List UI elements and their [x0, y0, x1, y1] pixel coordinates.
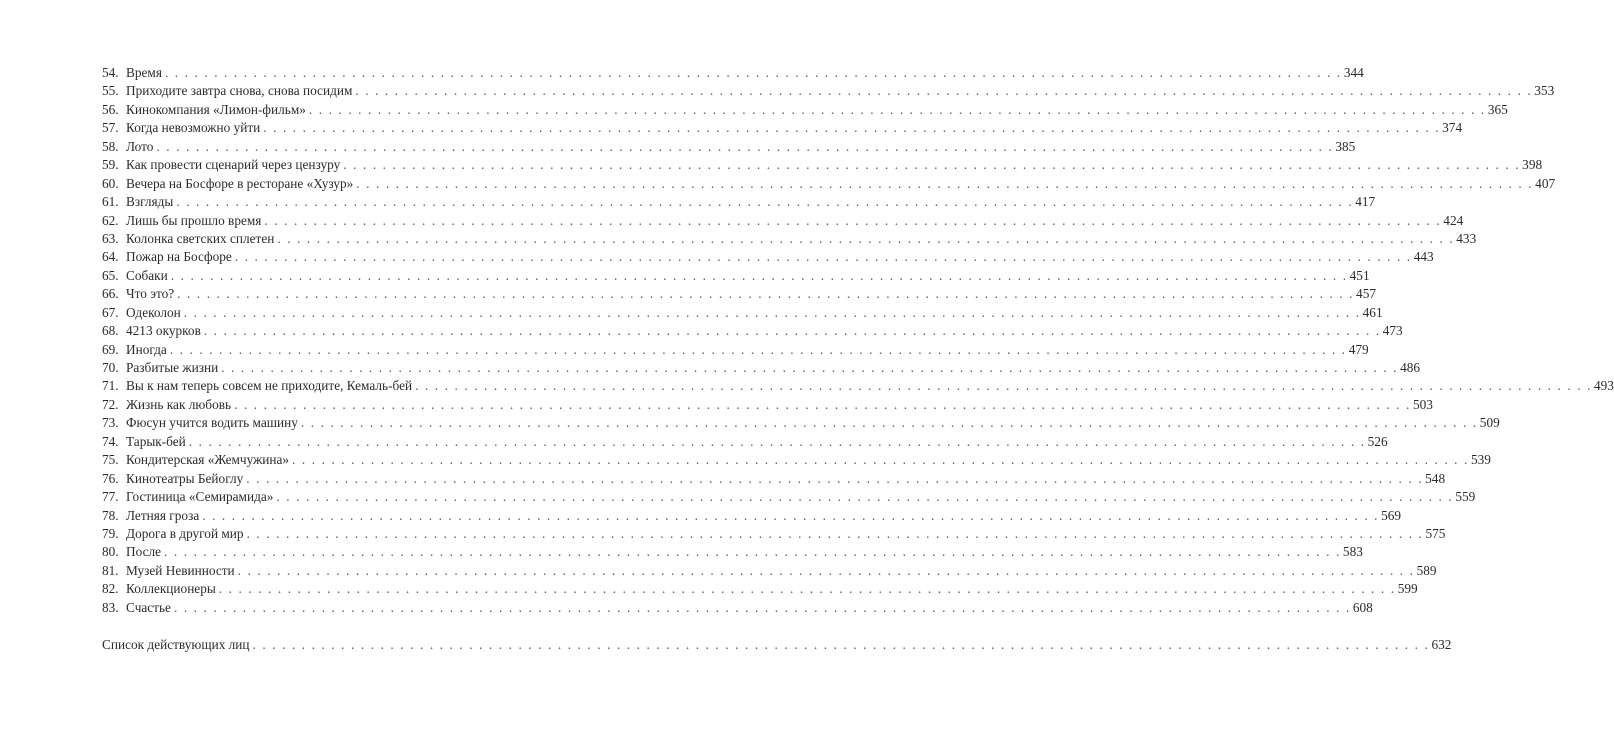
dot-leader: . . . . . . . . . . . . . . . . . . . . . . . . . . . . . . . . . . . . . . . . . . . . . . . . . . . . . . . . . . . . . . . . . . . . . . . . . . . . . . . . . . . . . . . . . . . . . . . . . . . . . . . . . . . . . . . . . . . . . . . .	[308, 101, 1486, 117]
toc-entry[interactable]	[102, 156, 1543, 174]
toc-entry[interactable]	[102, 470, 1446, 488]
toc-entry-page: 526	[1367, 433, 1388, 449]
toc-entry[interactable]	[102, 285, 1376, 303]
toc-entry-number: 68.	[102, 323, 119, 339]
toc-entry[interactable]	[102, 543, 1363, 561]
dot-leader: . . . . . . . . . . . . . . . . . . . . . . . . . . . . . . . . . . . . . . . . . . . . . . . . . . . . . . . . . . . . . . . . . . . . . . . . . . . . . . . . . . . . . . . . . . . . . . . . . . . . . . . . . . . . . . . . . . . . . . . .	[264, 212, 1442, 228]
dot-leader: . . . . . . . . . . . . . . . . . . . . . . . . . . . . . . . . . . . . . . . . . . . . . . . . . . . . . . . . . . . . . . . . . . . . . . . . . . . . . . . . . . . . . . . . . . . . . . . . . . . . . . . . . . . . . . . . . . . . . . . .	[156, 138, 1334, 154]
toc-entry-page: 632	[1431, 637, 1452, 653]
toc-entry-number: 56.	[102, 101, 119, 117]
toc-entry-title: Вы к нам теперь совсем не приходите, Кемаль-бей	[126, 378, 413, 394]
toc-entry-title: Фюсун учится водить машину	[126, 415, 298, 431]
toc-entry-number: 66.	[102, 286, 119, 302]
toc-entry-title: Одеколон	[126, 304, 181, 320]
toc-entry-title: Как провести сценарий через цензуру	[126, 157, 341, 173]
dot-leader: . . . . . . . . . . . . . . . . . . . . . . . . . . . . . . . . . . . . . . . . . . . . . . . . . . . . . . . . . . . . . . . . . . . . . . . . . . . . . . . . . . . . . . . . . . . . . . . . . . . . . . . . . . . . . . . . . . . . . . . .	[188, 433, 1366, 449]
toc-entry-title: Приходите завтра снова, снова посидим	[126, 83, 353, 99]
toc-entry-title: Лото	[126, 138, 154, 154]
toc-entry[interactable]	[102, 304, 1383, 322]
dot-leader: . . . . . . . . . . . . . . . . . . . . . . . . . . . . . . . . . . . . . . . . . . . . . . . . . . . . . . . . . . . . . . . . . . . . . . . . . . . . . . . . . . . . . . . . . . . . . . . . . . . . . . . . . . . . . . . . . . . . . . . .	[183, 304, 1361, 320]
toc-entry-title: Гостиница «Семирамида»	[126, 489, 274, 505]
toc-entry-number: 76.	[102, 470, 119, 486]
toc-entry-page: 559	[1455, 489, 1476, 505]
toc-entry-number: 55.	[102, 83, 119, 99]
toc-entry-title: Музей Невинности	[126, 562, 235, 578]
dot-leader: . . . . . . . . . . . . . . . . . . . . . . . . . . . . . . . . . . . . . . . . . . . . . . . . . . . . . . . . . . . . . . . . . . . . . . . . . . . . . . . . . . . . . . . . . . . . . . . . . . . . . . . . . . . . . . . . . . . . . . . .	[173, 599, 1351, 615]
dot-leader: . . . . . . . . . . . . . . . . . . . . . . . . . . . . . . . . . . . . . . . . . . . . . . . . . . . . . . . . . . . . . . . . . . . . . . . . . . . . . . . . . . . . . . . . . . . . . . . . . . . . . . . . . . . . . . . . . . . . . . . .	[277, 230, 1455, 246]
toc-entry-title: Летняя гроза	[126, 507, 200, 523]
toc-entry-page: 461	[1362, 304, 1383, 320]
table-of-contents	[102, 64, 1614, 655]
dot-leader: . . . . . . . . . . . . . . . . . . . . . . . . . . . . . . . . . . . . . . . . . . . . . . . . . . . . . . . . . . . . . . . . . . . . . . . . . . . . . . . . . . . . . . . . . . . . . . . . . . . . . . . . . . . . . . . . . . . . . . . .	[218, 581, 1396, 597]
dot-leader: . . . . . . . . . . . . . . . . . . . . . . . . . . . . . . . . . . . . . . . . . . . . . . . . . . . . . . . . . . . . . . . . . . . . . . . . . . . . . . . . . . . . . . . . . . . . . . . . . . . . . . . . . . . . . . . . . . . . . . . .	[164, 544, 1341, 560]
toc-entry[interactable]	[102, 433, 1388, 451]
toc-entry[interactable]	[102, 101, 1508, 119]
toc-entry-title: Кинотеатры Бейоглу	[126, 470, 244, 486]
toc-entry-number: 83.	[102, 599, 119, 615]
toc-entry[interactable]	[102, 82, 1555, 100]
toc-entry-title: Жизнь как любовь	[126, 396, 232, 412]
toc-entry-title: Что это?	[126, 286, 175, 302]
toc-entry-page: 385	[1335, 138, 1356, 154]
toc-entry-page: 575	[1425, 525, 1446, 541]
toc-entry[interactable]	[102, 193, 1376, 211]
toc-entry-number: 79.	[102, 525, 119, 541]
dot-leader: . . . . . . . . . . . . . . . . . . . . . . . . . . . . . . . . . . . . . . . . . . . . . . . . . . . . . . . . . . . . . . . . . . . . . . . . . . . . . . . . . . . . . . . . . . . . . . . . . . . . . . . . . . . . . . . . . . . . . . . .	[292, 452, 1469, 468]
toc-entry-page: 417	[1355, 194, 1376, 210]
toc-entry-page: 599	[1397, 581, 1418, 597]
toc-entry-number: 63.	[102, 230, 119, 246]
toc-entry-page: 493	[1594, 378, 1614, 394]
toc-entry-title: Коллекционеры	[126, 581, 216, 597]
toc-entry-number: 74.	[102, 433, 119, 449]
toc-entry[interactable]	[102, 119, 1463, 137]
toc-entry-number: 71.	[102, 378, 119, 394]
toc-entry-page: 486	[1400, 360, 1421, 375]
toc-entry-page: 589	[1416, 562, 1437, 578]
toc-entry[interactable]	[102, 175, 1556, 193]
dot-leader: . . . . . . . . . . . . . . . . . . . . . . . . . . . . . . . . . . . . . . . . . . . . . . . . . . . . . . . . . . . . . . . . . . . . . . . . . . . . . . . . . . . . . . . . . . . . . . . . . . . . . . . . . . . . . . . . . . . . . . . .	[170, 267, 1348, 283]
toc-entry[interactable]	[102, 599, 1373, 617]
toc-entry-title: Время	[126, 65, 162, 80]
toc-entry-page: 503	[1412, 396, 1433, 412]
toc-entry-number: 59.	[102, 157, 119, 173]
toc-entry-title: Кондитерская «Жемчужина»	[126, 452, 290, 468]
dot-leader: . . . . . . . . . . . . . . . . . . . . . . . . . . . . . . . . . . . . . . . . . . . . . . . . . . . . . . . . . . . . . . . . . . . . . . . . . . . . . . . . . . . . . . . . . . . . . . . . . . . . . . . . . . . . . . . . . . . . . . . .	[246, 525, 1424, 541]
dot-leader: . . . . . . . . . . . . . . . . . . . . . . . . . . . . . . . . . . . . . . . . . . . . . . . . . . . . . . . . . . . . . . . . . . . . . . . . . . . . . . . . . . . . . . . . . . . . . . . . . . . . . . . . . . . . . . . . . . . . . . . .	[263, 120, 1441, 136]
dot-leader: . . . . . . . . . . . . . . . . . . . . . . . . . . . . . . . . . . . . . . . . . . . . . . . . . . . . . . . . . . . . . . . . . . . . . . . . . . . . . . . . . . . . . . . . . . . . . . . . . . . . . . . . . . . . . . . . . . . . . . . .	[246, 470, 1424, 486]
toc-entry-title: Лишь бы прошло время	[126, 212, 262, 228]
toc-entry-number: 81.	[102, 562, 119, 578]
dot-leader: . . . . . . . . . . . . . . . . . . . . . . . . . . . . . . . . . . . . . . . . . . . . . . . . . . . . . . . . . . . . . . . . . . . . . . . . . . . . . . . . . . . . . . . . . . . . . . . . . . . . . . . . . . . . . . . . . . . . . . . .	[356, 175, 1534, 191]
toc-entry-page: 407	[1535, 175, 1556, 191]
toc-entry-page: 457	[1356, 286, 1376, 302]
toc-entry-title: Тарык-бей	[126, 433, 186, 449]
toc-entry-title: Вечера на Босфоре в ресторане «Хузур»	[126, 175, 354, 191]
toc-entry-page: 443	[1413, 249, 1434, 265]
toc-entry[interactable]	[102, 322, 1403, 340]
toc-entry-number: 78.	[102, 507, 119, 523]
dot-leader: . . . . . . . . . . . . . . . . . . . . . . . . . . . . . . . . . . . . . . . . . . . . . . . . . . . . . . . . . . . . . . . . . . . . . . . . . . . . . . . . . . . . . . . . . . . . . . . . . . . . . . . . . . . . . . . . . . . . . . . .	[234, 396, 1411, 412]
toc-entry-title: Разбитые жизни	[126, 360, 219, 375]
dot-leader: . . . . . . . . . . . . . . . . . . . . . . . . . . . . . . . . . . . . . . . . . . . . . . . . . . . . . . . . . . . . . . . . . . . . . . . . . . . . . . . . . . . . . . . . . . . . . . . . . . . . . . . . . . . . . . . . . . . . . . . .	[164, 65, 1342, 80]
toc-entry-number: 75.	[102, 452, 119, 468]
toc-entry-number: 67.	[102, 304, 119, 320]
dot-leader: . . . . . . . . . . . . . . . . . . . . . . . . . . . . . . . . . . . . . . . . . . . . . . . . . . . . . . . . . . . . . . . . . . . . . . . . . . . . . . . . . . . . . . . . . . . . . . . . . . . . . . . . . . . . . . . . . . . . . . . .	[415, 378, 1592, 394]
toc-entry[interactable]	[102, 580, 1418, 598]
dot-leader: . . . . . . . . . . . . . . . . . . . . . . . . . . . . . . . . . . . . . . . . . . . . . . . . . . . . . . . . . . . . . . . . . . . . . . . . . . . . . . . . . . . . . . . . . . . . . . . . . . . . . . . . . . . . . . . . . . . . . . . .	[221, 360, 1399, 375]
toc-entry-number: 57.	[102, 120, 119, 136]
toc-entry-title: Счастье	[126, 599, 171, 615]
toc-entry-page: 451	[1349, 267, 1370, 283]
toc-entry-number: 54.	[102, 65, 119, 80]
toc-entry-number: 80.	[102, 544, 119, 560]
toc-entry-page: 473	[1382, 323, 1403, 339]
dot-leader: . . . . . . . . . . . . . . . . . . . . . . . . . . . . . . . . . . . . . . . . . . . . . . . . . . . . . . . . . . . . . . . . . . . . . . . . . . . . . . . . . . . . . . . . . . . . . . . . . . . . . . . . . . . . . . . . . . . . . . . .	[169, 341, 1347, 357]
toc-entry-number: 62.	[102, 212, 119, 228]
toc-entry-page: 424	[1443, 212, 1464, 228]
toc-entry-number: 82.	[102, 581, 119, 597]
toc-entry-page: 569	[1381, 507, 1402, 523]
toc-entry[interactable]	[102, 341, 1369, 359]
toc-entry-number: 72.	[102, 396, 119, 412]
toc-entry[interactable]	[102, 396, 1433, 414]
dot-leader: . . . . . . . . . . . . . . . . . . . . . . . . . . . . . . . . . . . . . . . . . . . . . . . . . . . . . . . . . . . . . . . . . . . . . . . . . . . . . . . . . . . . . . . . . . . . . . . . . . . . . . . . . . . . . . . . . . . . . . . .	[343, 157, 1521, 173]
toc-entry[interactable]	[102, 230, 1477, 248]
toc-entry-number: 61.	[102, 194, 119, 210]
dot-leader: . . . . . . . . . . . . . . . . . . . . . . . . . . . . . . . . . . . . . . . . . . . . . . . . . . . . . . . . . . . . . . . . . . . . . . . . . . . . . . . . . . . . . . . . . . . . . . . . . . . . . . . . . . . . . . . . . . . . . . . .	[276, 489, 1454, 505]
toc-entry-title: Взгляды	[126, 194, 174, 210]
toc-entry-title: После	[126, 544, 162, 560]
toc-entry-page: 509	[1479, 415, 1500, 431]
toc-entry[interactable]	[102, 359, 1421, 377]
dot-leader: . . . . . . . . . . . . . . . . . . . . . . . . . . . . . . . . . . . . . . . . . . . . . . . . . . . . . . . . . . . . . . . . . . . . . . . . . . . . . . . . . . . . . . . . . . . . . . . . . . . . . . . . . . . . . . . . . . . . . . . .	[300, 415, 1478, 431]
toc-entry-title: Когда невозможно уйти	[126, 120, 261, 136]
toc-entry-page: 539	[1470, 452, 1491, 468]
toc-entry-title: Пожар на Босфоре	[126, 249, 232, 265]
toc-entry-number: 70.	[102, 360, 119, 375]
dot-leader: . . . . . . . . . . . . . . . . . . . . . . . . . . . . . . . . . . . . . . . . . . . . . . . . . . . . . . . . . . . . . . . . . . . . . . . . . . . . . . . . . . . . . . . . . . . . . . . . . . . . . . . . . . . . . . . . . . . . . . . .	[176, 194, 1354, 210]
toc-entry[interactable]	[102, 64, 1364, 82]
dot-leader: . . . . . . . . . . . . . . . . . . . . . . . . . . . . . . . . . . . . . . . . . . . . . . . . . . . . . . . . . . . . . . . . . . . . . . . . . . . . . . . . . . . . . . . . . . . . . . . . . . . . . . . . . . . . . . . . . . . . . . . .	[202, 507, 1380, 523]
toc-entry[interactable]	[102, 138, 1356, 156]
toc-entry[interactable]	[102, 451, 1491, 469]
dot-leader: . . . . . . . . . . . . . . . . . . . . . . . . . . . . . . . . . . . . . . . . . . . . . . . . . . . . . . . . . . . . . . . . . . . . . . . . . . . . . . . . . . . . . . . . . . . . . . . . . . . . . . . . . . . . . . . . . . . . . . . .	[177, 286, 1355, 302]
toc-entry-title: Собаки	[126, 267, 168, 283]
toc-entry[interactable]	[102, 562, 1437, 580]
toc-entry[interactable]	[102, 507, 1402, 525]
toc-entry[interactable]	[102, 212, 1464, 230]
toc-entry[interactable]	[102, 525, 1446, 543]
toc-entry-number: 58.	[102, 138, 119, 154]
toc-entry-page: 398	[1522, 157, 1543, 173]
toc-entry[interactable]	[102, 488, 1476, 506]
toc-entry-page: 433	[1456, 230, 1477, 246]
toc-entry-page: 479	[1348, 341, 1369, 357]
toc-entry-title: Дорога в другой мир	[126, 525, 244, 541]
toc-entry[interactable]	[102, 248, 1434, 266]
toc-entry-page: 608	[1352, 599, 1373, 615]
toc-entry-page: 548	[1425, 470, 1446, 486]
toc-entry-number: 77.	[102, 489, 119, 505]
toc-entry-number: 73.	[102, 415, 119, 431]
dot-leader: . . . . . . . . . . . . . . . . . . . . . . . . . . . . . . . . . . . . . . . . . . . . . . . . . . . . . . . . . . . . . . . . . . . . . . . . . . . . . . . . . . . . . . . . . . . . . . . . . . . . . . . . . . . . . . . . . . . . . . . .	[355, 83, 1533, 99]
dot-leader: . . . . . . . . . . . . . . . . . . . . . . . . . . . . . . . . . . . . . . . . . . . . . . . . . . . . . . . . . . . . . . . . . . . . . . . . . . . . . . . . . . . . . . . . . . . . . . . . . . . . . . . . . . . . . . . . . . . . . . . .	[203, 323, 1381, 339]
toc-entry-title: 4213 окурков	[126, 323, 201, 339]
dot-leader: . . . . . . . . . . . . . . . . . . . . . . . . . . . . . . . . . . . . . . . . . . . . . . . . . . . . . . . . . . . . . . . . . . . . . . . . . . . . . . . . . . . . . . . . . . . . . . . . . . . . . . . . . . . . . . . . . . . . . . . .	[234, 249, 1412, 265]
toc-entry-page: 583	[1342, 544, 1363, 560]
toc-entry-page: 353	[1534, 83, 1555, 99]
toc-entry-page: 374	[1442, 120, 1463, 136]
toc-entry[interactable]	[102, 414, 1500, 432]
toc-entry-number: 60.	[102, 175, 119, 191]
toc-chapter-list	[102, 64, 1614, 617]
toc-entry[interactable]	[102, 377, 1614, 395]
toc-entry-title: Список действующих лиц	[102, 637, 250, 653]
toc-entry-number: 65.	[102, 267, 119, 283]
toc-entry-title: Кинокомпания «Лимон-фильм»	[126, 101, 306, 117]
toc-entry-number: 69.	[102, 341, 119, 357]
toc-entry[interactable]	[102, 267, 1370, 285]
toc-entry-number: 64.	[102, 249, 119, 265]
dot-leader: . . . . . . . . . . . . . . . . . . . . . . . . . . . . . . . . . . . . . . . . . . . . . . . . . . . . . . . . . . . . . . . . . . . . . . . . . . . . . . . . . . . . . . . . . . . . . . . . . . . . . . . . . . . . . . . . . . . . . . . .	[252, 637, 1430, 653]
dot-leader: . . . . . . . . . . . . . . . . . . . . . . . . . . . . . . . . . . . . . . . . . . . . . . . . . . . . . . . . . . . . . . . . . . . . . . . . . . . . . . . . . . . . . . . . . . . . . . . . . . . . . . . . . . . . . . . . . . . . . . . .	[237, 562, 1415, 578]
toc-entry-title: Иногда	[126, 341, 167, 357]
toc-entry-page: 365	[1487, 101, 1508, 117]
toc-entry-appendix[interactable]	[102, 636, 1452, 654]
toc-entry-title: Колонка светских сплетен	[126, 230, 275, 246]
toc-entry-page: 344	[1343, 65, 1364, 80]
